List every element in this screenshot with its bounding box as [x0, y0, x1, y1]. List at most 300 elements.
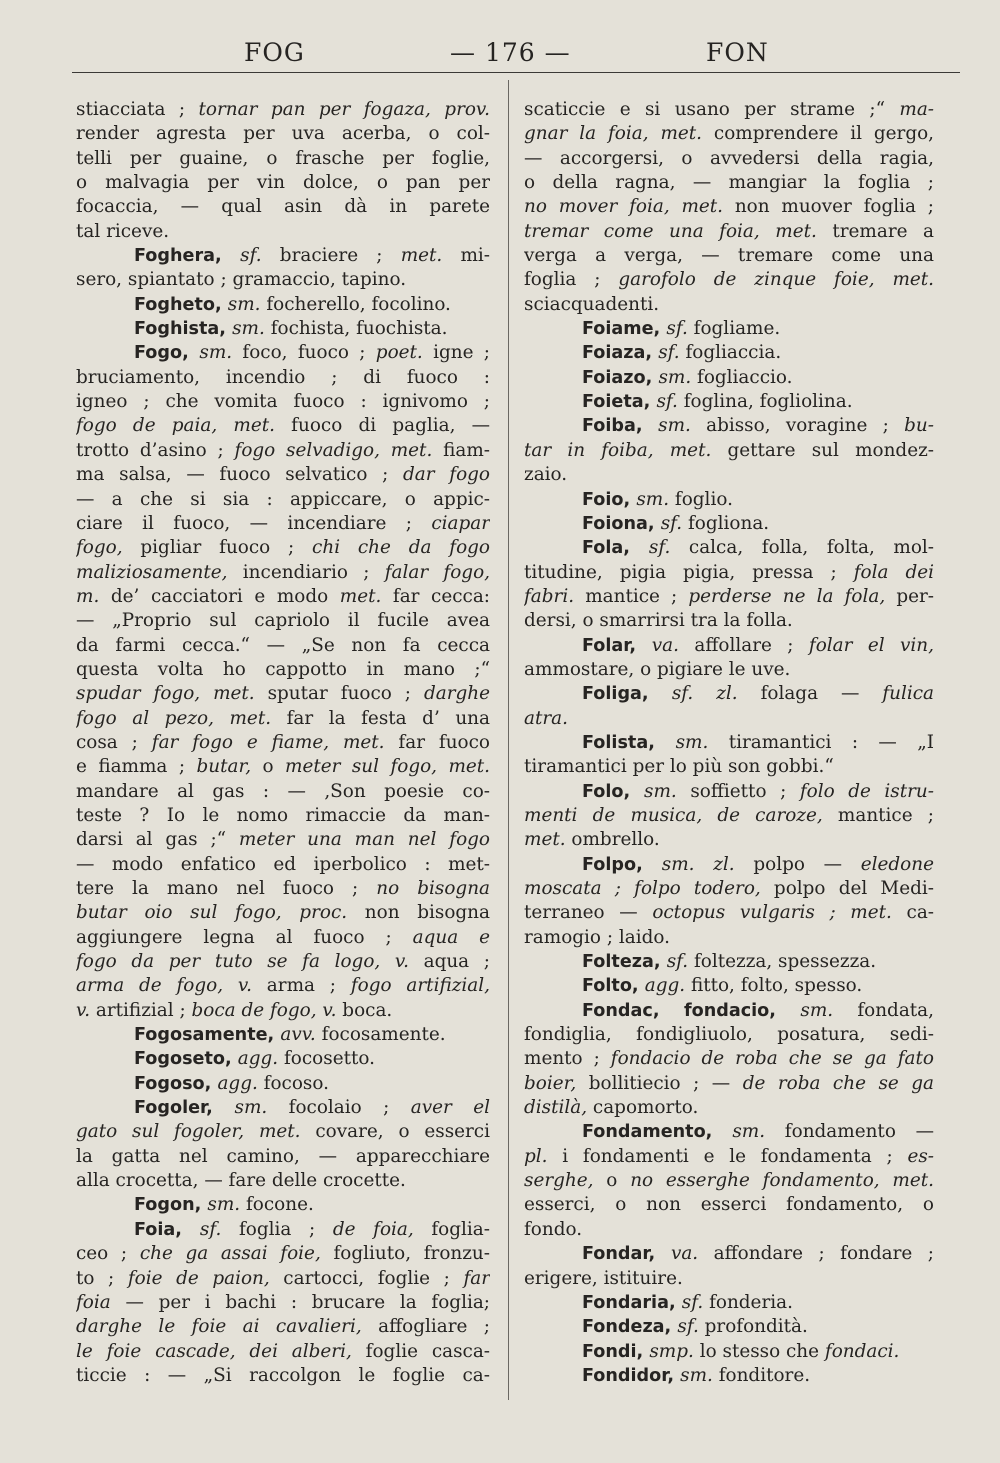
text-line — [76, 682, 490, 706]
grammar-label: sf. — [648, 537, 671, 559]
definition-text: arma ; — [251, 975, 351, 997]
grammar-label: sf. — [677, 1316, 699, 1338]
italic-phrase: no esserghe fondamento, met. — [630, 1170, 934, 1192]
definition-text: teste ? Io le nomo rimaccie da man- — [76, 804, 490, 826]
text-line — [76, 901, 490, 925]
definition-text: focone. — [240, 1194, 314, 1216]
definition-text: pigliar fuoco ; — [122, 537, 313, 559]
definition-text: fondata, — [833, 999, 934, 1021]
grammar-label: poet. — [375, 342, 423, 364]
text-line — [76, 268, 490, 292]
grammar-label: sm. zl. — [661, 853, 735, 875]
text-line — [76, 950, 490, 974]
italic-phrase: fulica — [882, 683, 934, 705]
grammar-label: va. — [651, 634, 679, 656]
right-column — [524, 98, 934, 1388]
grammar-label: sm. — [199, 342, 233, 364]
text-line — [76, 1315, 490, 1339]
definition-text: affogliare ; — [361, 1316, 490, 1338]
definition-text: profondità. — [698, 1316, 808, 1338]
entry-headline — [524, 974, 934, 998]
definition-text: tiramantici per lo più son gobbi.“ — [524, 756, 834, 778]
definition-text: focoso. — [257, 1072, 329, 1094]
definition-text: fogliuto, fronzu- — [320, 1243, 490, 1265]
entry-headline — [76, 317, 490, 341]
definition-text: foglia ; — [524, 269, 619, 291]
text-line — [76, 147, 490, 171]
text-line — [76, 1291, 490, 1315]
definition-text: fuoco di paglia, — — [274, 415, 490, 437]
text-line — [76, 755, 490, 779]
italic-phrase: distilà, — [524, 1097, 588, 1119]
grammar-label: sm. — [207, 1194, 241, 1216]
italic-phrase: tornar pan per fogaza, prov. — [198, 99, 490, 120]
text-line — [76, 828, 490, 852]
italic-phrase: fabri. — [524, 585, 575, 607]
text-line — [524, 98, 934, 122]
grammar-label: sm. — [800, 999, 834, 1021]
definition-text: de’ cacciatori e modo — [99, 585, 340, 607]
entry-headline — [524, 780, 934, 804]
grammar-label: va. — [670, 1243, 699, 1265]
text-line — [76, 1242, 490, 1266]
italic-phrase: darghe le foie ai cavalieri, — [76, 1316, 362, 1338]
lemma: Fogoseto, — [134, 1049, 238, 1070]
text-line — [76, 974, 490, 998]
entry-headline — [524, 1242, 934, 1266]
text-line — [76, 98, 490, 122]
left-column — [76, 98, 490, 1388]
header-right-guide-word: FON — [706, 38, 769, 67]
text-line — [524, 561, 934, 585]
lemma: Fondi, — [582, 1341, 650, 1362]
grammar-label: sm. — [232, 318, 265, 340]
definition-text: mandare al gas : — ‚Son poesie co- — [76, 780, 490, 802]
definition-text: lo stesso che — [693, 1340, 825, 1362]
grammar-label: sm. — [636, 488, 670, 510]
grammar-label: sm. — [658, 415, 691, 437]
definition-text: ramogio ; laido. — [524, 926, 670, 948]
text-line — [76, 171, 490, 195]
definition-text: fochista, fuochista. — [264, 318, 448, 340]
definition-text: tiramantici : — „I — [708, 731, 934, 753]
definition-text: ciare il fuoco, — incendiare ; — [76, 512, 432, 534]
italic-phrase: le foie cascade, dei alberi, — [76, 1340, 352, 1362]
definition-text: soffietto ; — [676, 780, 800, 802]
definition-text: sciacquadenti. — [524, 293, 660, 315]
definition-text: titudine, pigia pigia, pressa ; — [524, 561, 854, 583]
definition-text: far la festa d’ una — [271, 707, 490, 729]
grammar-label: sm. — [644, 780, 677, 802]
definition-text: la gatta nel camino, — apparecchiare — [76, 1145, 490, 1167]
entry-headline — [524, 414, 934, 438]
italic-phrase: perderse ne la fola, — [688, 585, 886, 607]
entry-headline — [524, 1291, 934, 1315]
definition-text: mantice ; — [574, 585, 689, 607]
italic-phrase: meter una man nel fogo — [238, 829, 490, 851]
definition-text: telli per guaine, o frasche per foglie, — [76, 147, 490, 169]
definition-text: erigere, istituire. — [524, 1267, 683, 1289]
grammar-label: met. — [339, 585, 382, 607]
definition-text: verga a verga, — tremare come una — [524, 245, 934, 267]
text-line — [524, 122, 934, 146]
grammar-label: sf. zl. — [671, 683, 738, 705]
column-divider — [508, 80, 509, 1400]
lemma: Folto, — [582, 976, 645, 997]
entry-headline — [524, 317, 934, 341]
entry-headline — [524, 536, 934, 560]
text-line — [76, 707, 490, 731]
italic-phrase: es- — [907, 1145, 934, 1167]
definition-text: cosa ; — [76, 731, 152, 753]
italic-phrase: fogo, — [76, 537, 123, 559]
italic-phrase: gnar la foia, met. — [524, 123, 703, 145]
text-line — [76, 999, 490, 1023]
text-line — [76, 609, 490, 633]
lemma: Fogo, — [134, 343, 200, 364]
definition-text: fondamento — — [765, 1121, 934, 1143]
running-head — [0, 38, 1000, 72]
definition-text: non muover foglia ; — [723, 196, 934, 218]
definition-text: tere la mano nel fuoco ; — [76, 878, 377, 899]
text-line — [76, 122, 490, 146]
italic-phrase: fogo da per tuto se fa logo, v. — [76, 951, 409, 973]
entry-headline — [76, 341, 490, 365]
grammar-label: met. — [524, 829, 566, 851]
definition-text: fondiglia, fondigliuolo, posatura, sedi- — [524, 1024, 934, 1046]
lemma: Foiaza, — [582, 343, 659, 364]
definition-text: aqua ; — [408, 951, 490, 973]
definition-text: stiacciata ; — [76, 99, 199, 120]
text-line — [524, 171, 934, 195]
text-line — [76, 804, 490, 828]
definition-text: trotto d’asino ; — [76, 439, 235, 461]
definition-text: ticcie : — „Si raccolgon le foglie ca- — [76, 1364, 490, 1386]
italic-phrase: folar el vin, — [808, 634, 934, 656]
definition-text: braciere ; — [261, 245, 401, 267]
entry-headline — [76, 244, 490, 268]
entry-headline — [76, 1023, 490, 1047]
entry-headline — [524, 512, 934, 536]
definition-text: fogliona. — [682, 512, 770, 534]
entry-headline — [76, 1193, 490, 1217]
entry-headline — [524, 853, 934, 877]
text-line — [524, 585, 934, 609]
page-number: — 176 — — [450, 38, 571, 67]
text-line — [76, 1267, 490, 1291]
italic-phrase: boca de fogo, v. — [191, 999, 337, 1021]
definition-text: foglia- — [413, 1218, 490, 1240]
definition-text: boca. — [336, 999, 393, 1021]
text-line — [76, 439, 490, 463]
definition-text: tal riceve. — [76, 220, 170, 242]
text-line — [524, 195, 934, 219]
text-line — [76, 414, 490, 438]
grammar-label: sm. — [675, 731, 709, 753]
lemma: Fogosamente, — [134, 1025, 281, 1046]
definition-text: incendiario ; — [227, 561, 385, 583]
text-line — [524, 1047, 934, 1071]
entry-headline — [524, 1315, 934, 1339]
definition-text: mento ; — [524, 1048, 611, 1070]
grammar-label: sm. — [227, 293, 261, 315]
italic-phrase: far fogo e fiame, met. — [151, 731, 385, 753]
definition-text: alla crocetta, — fare delle crocette. — [76, 1170, 406, 1192]
definition-text: i fondamenti e le fondamenta ; — [547, 1145, 908, 1167]
definition-text: foco, fuoco ; — [232, 342, 376, 364]
text-line — [76, 780, 490, 804]
lemma: Fondar, — [582, 1244, 671, 1265]
lemma: Fondaria, — [582, 1292, 682, 1313]
entry-headline — [524, 634, 934, 658]
italic-phrase: butar, — [196, 756, 252, 778]
italic-phrase: fogo selvadigo, met. — [234, 439, 433, 461]
lemma: Foiame, — [582, 319, 667, 340]
definition-text: — a che si sia : appiccare, o appic- — [76, 488, 490, 510]
text-line — [524, 1096, 934, 1120]
definition-text: ma salsa, — fuoco selvatico ; — [76, 464, 404, 486]
definition-text: bruciamento, incendio ; di fuoco : — [76, 366, 490, 388]
grammar-label: avv. — [280, 1024, 316, 1046]
text-line — [76, 463, 490, 487]
italic-phrase: fogo al pezo, met. — [76, 707, 272, 729]
italic-phrase: chi che da fogo — [312, 537, 490, 559]
entry-headline — [524, 1364, 934, 1388]
italic-phrase: aver el — [410, 1097, 490, 1119]
text-line — [524, 658, 934, 682]
lemma: Fondidor, — [582, 1365, 681, 1386]
definition-text: mi- — [442, 245, 490, 267]
italic-phrase: tar in foiba, met. — [524, 439, 712, 461]
italic-phrase: octopus vulgaris ; met. — [652, 902, 892, 924]
definition-text: bollitiecio ; — — [576, 1072, 743, 1094]
grammar-label: m. — [76, 585, 100, 607]
grammar-label: agg. — [237, 1048, 279, 1070]
entry-headline — [76, 1218, 490, 1242]
text-line — [524, 293, 934, 317]
entry-headline — [76, 1096, 490, 1120]
text-line — [524, 804, 934, 828]
entry-headline — [524, 731, 934, 755]
definition-text: render agresta per uva acerba, o col- — [76, 123, 490, 145]
definition-text: focolaio ; — [267, 1097, 411, 1119]
text-line — [524, 926, 934, 950]
lemma: Foliga, — [582, 684, 672, 705]
italic-phrase: aqua e — [412, 926, 490, 948]
text-line — [524, 147, 934, 171]
text-line — [524, 901, 934, 925]
text-line — [76, 1145, 490, 1169]
definition-text: foglia ; — [221, 1218, 333, 1240]
grammar-label: sf. — [681, 1291, 704, 1313]
lemma: Fondac, fondacio, — [582, 1000, 801, 1021]
definition-text: mantice ; — [822, 804, 934, 826]
grammar-label: sm. — [732, 1121, 766, 1143]
definition-text: scaticcie e si usano per strame ;“ — [524, 99, 900, 120]
text-line — [76, 366, 490, 390]
definition-text: calca, folla, folta, mol- — [670, 537, 934, 559]
italic-phrase: moscata ; folpo todero, — [524, 878, 761, 899]
definition-text: foglio. — [669, 488, 733, 510]
header-rule — [72, 72, 960, 73]
text-line — [524, 877, 934, 901]
definition-text: terraneo — — [524, 902, 653, 924]
definition-text: affondare ; fondare ; — [698, 1243, 934, 1265]
text-line — [524, 1267, 934, 1291]
italic-phrase: foia — [76, 1291, 111, 1313]
definition-text: polpo del Medi- — [760, 878, 934, 899]
lemma: Folista, — [582, 732, 676, 753]
lemma: Foia, — [134, 1219, 200, 1240]
text-line — [76, 658, 490, 682]
definition-text: o — [593, 1170, 631, 1192]
entry-headline — [524, 999, 934, 1023]
text-line — [76, 512, 490, 536]
definition-text: far fuoco — [384, 731, 490, 753]
italic-phrase: butar oio sul fogo, proc. — [76, 902, 348, 924]
italic-phrase: menti de musica, de caroze, — [524, 804, 823, 826]
definition-text: to ; — [76, 1267, 128, 1289]
italic-phrase: che ga assai foie, — [139, 1243, 321, 1265]
definition-text: e fiamma ; — [76, 756, 197, 778]
definition-text: o — [251, 756, 286, 778]
italic-phrase: ciapar — [431, 512, 490, 534]
text-line — [524, 220, 934, 244]
definition-text: foglina, fogliolina. — [677, 391, 853, 413]
definition-text: covare, o esserci — [300, 1121, 490, 1143]
definition-text: o malvagia per vin dolce, o pan per — [76, 172, 490, 194]
definition-text: polpo — — [734, 853, 861, 875]
grammar-label: sf. — [666, 951, 689, 973]
italic-phrase: folo de istru- — [799, 780, 934, 802]
italic-phrase: meter sul fogo, met. — [285, 756, 490, 778]
text-line — [524, 1169, 934, 1193]
italic-phrase: spudar fogo, met. — [76, 683, 255, 705]
lemma: Foieta, — [582, 392, 657, 413]
text-line — [524, 1145, 934, 1169]
definition-text: capomorto. — [587, 1097, 699, 1119]
lemma: Folteza, — [582, 952, 667, 973]
text-line — [76, 1120, 490, 1144]
definition-text: ca- — [891, 902, 934, 924]
entry-headline — [524, 1340, 934, 1364]
entry-headline — [76, 293, 490, 317]
definition-text: artifizial ; — [90, 999, 192, 1021]
grammar-label: sf. — [240, 245, 262, 267]
italic-phrase: maliziosamente, — [76, 561, 228, 583]
grammar-label: pl. — [524, 1145, 548, 1167]
definition-text: focherello, focolino. — [260, 293, 451, 315]
entry-headline — [524, 682, 934, 706]
definition-text: abisso, voragine ; — [690, 415, 905, 437]
italic-phrase: ma- — [899, 99, 934, 120]
definition-text: fonditore. — [712, 1364, 811, 1386]
italic-phrase: gato sul fogoler, met. — [76, 1121, 301, 1143]
text-line — [524, 1193, 934, 1217]
definition-text: non bisogna — [347, 902, 490, 924]
definition-text: aggiungere legna al fuoco ; — [76, 926, 413, 948]
text-line — [76, 390, 490, 414]
grammar-label: sm. — [234, 1097, 268, 1119]
definition-text: fogliaccia. — [679, 342, 782, 364]
definition-text: o della ragna, — mangiar la foglia ; — [524, 172, 934, 194]
text-line — [76, 488, 490, 512]
lemma: Fondamento, — [582, 1122, 733, 1143]
lemma: Fola, — [582, 538, 649, 559]
definition-text: ombrello. — [565, 829, 660, 851]
definition-text: far cecca: — [381, 585, 490, 607]
italic-phrase: darghe — [423, 683, 490, 705]
text-line — [524, 1072, 934, 1096]
entry-headline — [524, 366, 934, 390]
definition-text: darsi al gas ;“ — [76, 829, 239, 851]
definition-text: fonderia. — [703, 1291, 793, 1313]
lemma: Foiazo, — [582, 367, 659, 388]
italic-phrase: fogo artifizial, — [350, 975, 490, 997]
entry-headline — [524, 1120, 934, 1144]
definition-text: sputar fuoco ; — [254, 683, 424, 705]
text-line — [76, 220, 490, 244]
italic-phrase: arma de fogo, v. — [76, 975, 252, 997]
definition-text: cartocci, foglie ; — [269, 1267, 464, 1289]
grammar-label: sf. — [656, 391, 678, 413]
definition-text: zaio. — [524, 464, 568, 486]
lemma: Folo, — [582, 781, 645, 802]
definition-text: ceo ; — [76, 1243, 140, 1265]
definition-text: fondo. — [524, 1218, 583, 1240]
italic-phrase: bu- — [904, 415, 934, 437]
definition-text: sero, spiantato ; gramaccio, tapino. — [76, 269, 407, 291]
text-line — [76, 536, 490, 560]
definition-text: folaga — — [737, 683, 883, 705]
text-line — [76, 926, 490, 950]
italic-phrase: serghe, — [524, 1170, 594, 1192]
lemma: Foghista, — [134, 319, 233, 340]
text-line — [76, 195, 490, 219]
grammar-label: sm. — [680, 1364, 713, 1386]
italic-phrase: fola dei — [853, 561, 934, 583]
italic-phrase: de roba che se ga — [742, 1072, 934, 1094]
text-line — [76, 877, 490, 901]
italic-phrase: tremar come una foia, met. — [524, 220, 817, 242]
italic-phrase: dar fogo — [403, 464, 490, 486]
grammar-label: met. — [400, 245, 443, 267]
text-line — [524, 1218, 934, 1242]
text-line — [76, 853, 490, 877]
italic-phrase: fondacio de roba che se ga fato — [610, 1048, 934, 1070]
definition-text: — accorgersi, o avvedersi della ragia, — [524, 147, 934, 169]
definition-text: focosetto. — [278, 1048, 375, 1070]
definition-text: da farmi cecca.“ — „Se non fa cecca — [76, 634, 490, 656]
definition-text: esserci, o non esserci fondamento, o — [524, 1194, 934, 1216]
definition-text: affollare ; — [678, 634, 809, 656]
lemma: Fogon, — [134, 1195, 208, 1216]
italic-phrase: no bisogna — [376, 878, 490, 899]
lemma: Foghera, — [134, 246, 241, 267]
grammar-label: v. — [76, 999, 91, 1021]
text-line — [524, 707, 934, 731]
definition-text: — „Proprio sul capriolo il fucile avea — [76, 610, 490, 632]
italic-phrase: foie de paion, — [127, 1267, 270, 1289]
lemma: Folar, — [582, 635, 652, 656]
italic-phrase: no mover foia, met. — [524, 196, 724, 218]
definition-text: fogliame. — [687, 318, 781, 340]
definition-text: fitto, folto, spesso. — [685, 975, 863, 997]
definition-text: fiam- — [432, 439, 490, 461]
grammar-label: sm. — [658, 366, 692, 388]
italic-phrase: atra. — [524, 707, 568, 729]
definition-text: foglie casca- — [351, 1340, 490, 1362]
